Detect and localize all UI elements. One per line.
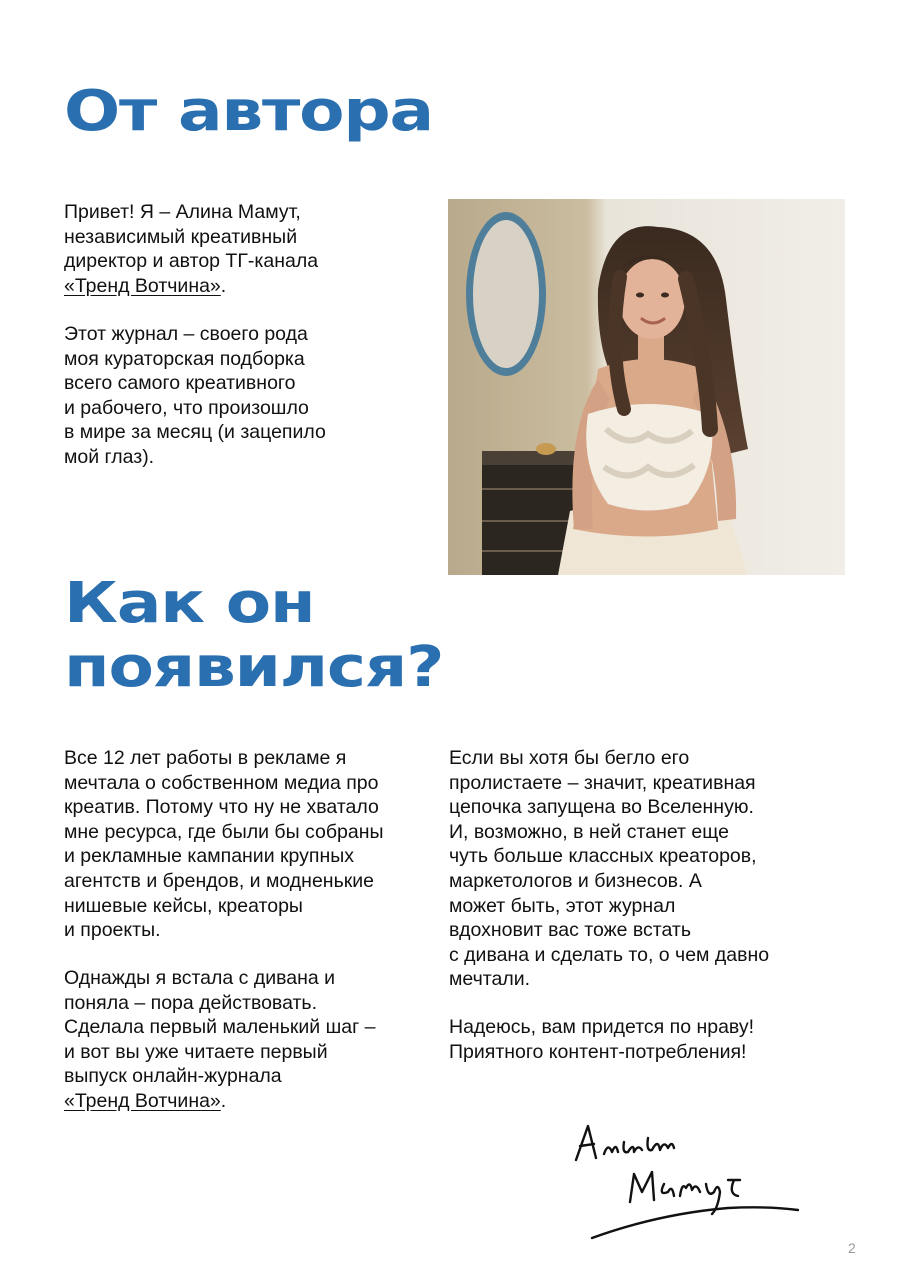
text-fragment: . — [220, 274, 227, 297]
text-line: выпуск онлайн-журнала — [64, 1065, 282, 1088]
text-line: всего самого креативного — [64, 372, 296, 395]
text-line: может быть, этот журнал — [449, 894, 676, 917]
text-line: Однажды я встала с дивана и — [64, 967, 336, 989]
text-line: цепочка запущена во Вселенную. — [449, 796, 754, 819]
intro-paragraph-2 — [64, 322, 404, 470]
text-line: и проекты. — [64, 919, 161, 942]
text-line: Этот журнал – своего рода — [64, 323, 308, 345]
page-number: 2 — [848, 1240, 856, 1256]
text-line: и вот вы уже читаете первый — [64, 1040, 328, 1063]
text-line: креатив. Потому что ну не хватало — [64, 796, 379, 819]
title-line-1: Как он — [64, 571, 315, 636]
text-line: с дивана и сделать то, о чем давно — [449, 943, 770, 966]
text-line: поняла – пора действовать. — [64, 991, 317, 1014]
text-line: пролистаете – значит, креативная — [449, 771, 756, 794]
text-fragment: . — [220, 1089, 227, 1112]
text-line: независимый креативный — [64, 225, 298, 248]
channel-link[interactable]: «Тренд Вотчина» — [64, 1089, 221, 1112]
text-line: директор и автор ТГ-канала — [64, 250, 319, 273]
text-line: мой глаз). — [64, 445, 155, 468]
text-line: Сделала первый маленький шаг – — [64, 1016, 376, 1039]
channel-link[interactable]: «Тренд Вотчина» — [64, 274, 221, 297]
text-line: вдохновит вас тоже встать — [449, 919, 692, 942]
section-title-how-it-appeared — [64, 572, 443, 700]
column1-paragraph-1 — [64, 746, 434, 943]
author-photo — [448, 199, 845, 575]
text-line: Все 12 лет работы в рекламе я — [64, 747, 347, 769]
text-line: мне ресурса, где были бы собраны — [64, 820, 384, 843]
text-line: Приятного контент-потребления! — [449, 1040, 747, 1063]
text-line: мечтали. — [449, 968, 531, 991]
text-line: и рабочего, что произошло — [64, 396, 309, 419]
text-line: Привет! Я – Алина Мамут, — [64, 201, 301, 223]
section-title-from-author: От автора — [64, 79, 433, 144]
text-line: агентств и брендов, и модненькие — [64, 869, 374, 892]
column1-paragraph-2 — [64, 966, 434, 1114]
text-line: И, возможно, в ней станет еще — [449, 820, 729, 843]
text-line: и рекламные кампании крупных — [64, 845, 355, 868]
text-line: нишевые кейсы, креаторы — [64, 894, 303, 917]
text-line: Надеюсь, вам придется по нраву! — [449, 1016, 755, 1038]
title-line-2: появился? — [64, 635, 444, 700]
text-line: чуть больше классных креаторов, — [449, 845, 757, 868]
text-line: в мире за месяц (и зацепило — [64, 421, 326, 444]
handwritten-signature — [568, 1118, 804, 1246]
text-line: мечтала о собственном медиа про — [64, 771, 379, 794]
text-line: моя кураторская подборка — [64, 347, 305, 370]
intro-paragraph-1 — [64, 200, 404, 298]
text-line: Если вы хотя бы бегло его — [449, 747, 690, 769]
text-line: маркетологов и бизнесов. А — [449, 869, 702, 892]
column2-paragraph-2 — [449, 1015, 849, 1064]
column2-paragraph-1 — [449, 746, 849, 992]
